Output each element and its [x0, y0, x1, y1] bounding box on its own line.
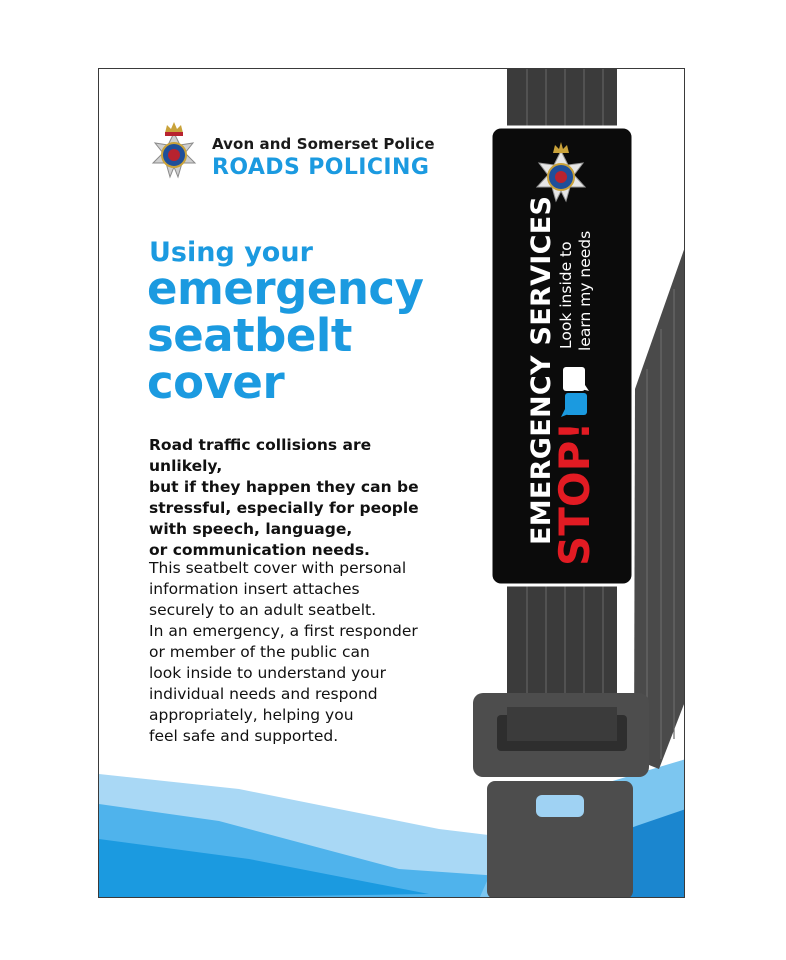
- emergency-services-text: EMERGENCY SERVICES: [526, 195, 557, 545]
- page-title: emergency seatbelt cover: [147, 262, 424, 409]
- organisation-name: Avon and Somerset Police: [212, 135, 435, 153]
- belt-strap-top: [507, 69, 617, 131]
- look-inside-text: Look inside to: [557, 241, 575, 349]
- title-intro: Using your: [149, 237, 313, 268]
- stop-text: STOP!: [550, 421, 599, 566]
- unit-name: ROADS POLICING: [212, 155, 430, 180]
- police-crest-logo: [145, 119, 203, 181]
- buckle-button: [536, 795, 584, 817]
- chat-bubbles-icon: [561, 365, 589, 419]
- diagonal-strap: [634, 244, 685, 769]
- intro-bold-paragraph: Road traffic collisions are unlikely, but if they happen they can be stressful, especially for people with speech, language, or communication needs.: [149, 436, 419, 559]
- leaflet-page: [98, 68, 685, 898]
- police-crest-logo: [531, 141, 591, 203]
- learn-needs-text: learn my needs: [576, 230, 594, 351]
- intro-body-paragraph: This seatbelt cover with personal information insert attaches securely to an adult seatbelt. In an emergency, a first responder or member of the public can look inside to understand your individual needs and respond appropriately, helping you feel safe and supported.: [149, 559, 418, 745]
